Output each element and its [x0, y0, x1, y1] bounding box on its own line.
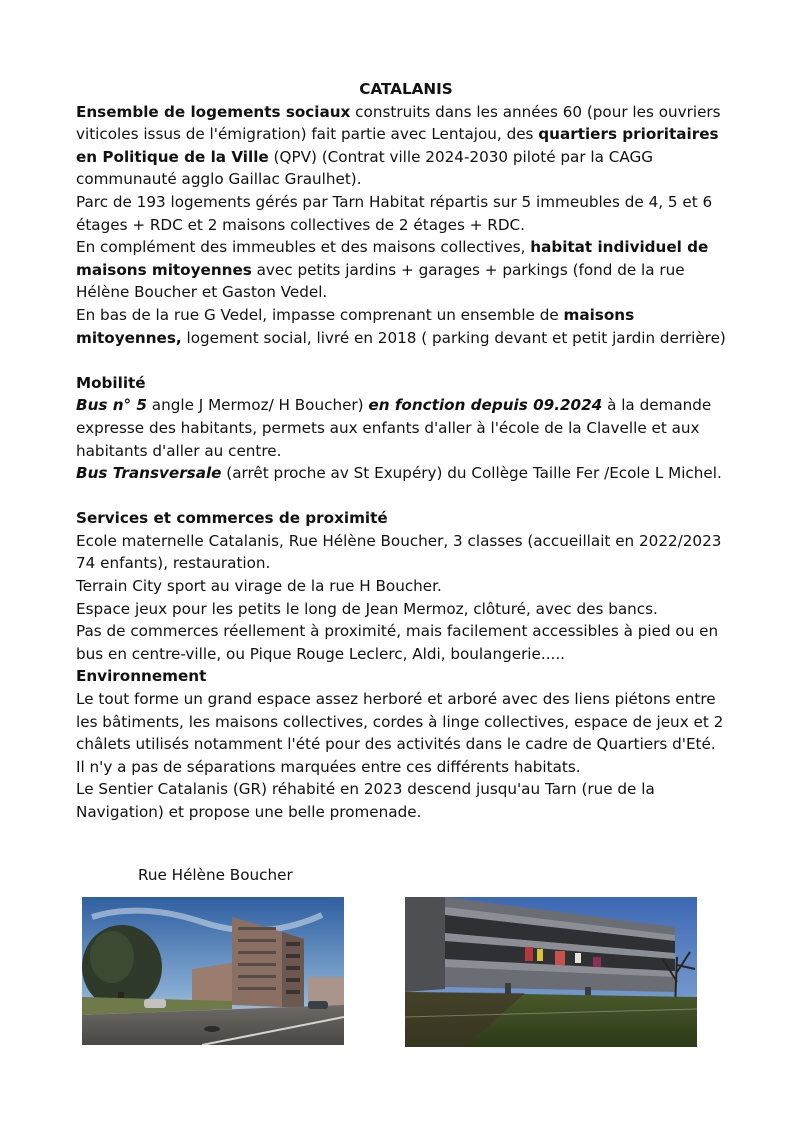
- environnement-line: Le Sentier Catalanis (GR) réhabité en 2023 descend jusqu'au Tarn (rue de la Navigation) et propose une belle promenade.: [76, 780, 655, 821]
- text-run: Bus Transversale: [76, 464, 222, 483]
- environnement-heading-text: Environnement: [76, 667, 207, 686]
- text-run: habitat individuel de maisons mitoyennes: [76, 238, 709, 279]
- photo-caption: Rue Hélène Boucher: [138, 866, 293, 884]
- intro-paragraph-4: [76, 304, 736, 349]
- intro-paragraph-3: [76, 236, 736, 304]
- text-run: construits dans les années 60 (pour les ouvriers viticoles issus de l'émigration) fait partie avec Lentajou, des: [76, 102, 721, 144]
- text-run: à la demande expresse des habitants, permets aux enfants d'aller à l'école de la Clavelle et aux habitants d'aller au centre.: [76, 396, 712, 460]
- text-run: en fonction depuis 09.2024: [368, 396, 603, 415]
- text-run: maisons mitoyennes,: [76, 305, 635, 347]
- text-run: logement social, livré en 2018 ( parking devant et petit jardin derrière): [181, 328, 726, 347]
- document-body: [76, 78, 736, 824]
- services-line: Pas de commerces réellement à proximité, mais facilement accessibles à pied ou en bus en centre-ville, ou Pique Rouge Leclerc, Aldi, boulangerie.....: [76, 622, 719, 663]
- intro-paragraph-1: [76, 101, 736, 191]
- mobilite-paragraph-2: [76, 462, 736, 485]
- services-heading-text: Services et commerces de proximité: [76, 509, 388, 528]
- photo-rue-helene-boucher: [82, 897, 344, 1045]
- text-run: Bus n° 5: [76, 396, 147, 415]
- mobilite-paragraph-1: [76, 394, 736, 462]
- intro-paragraph-2: Parc de 193 logements gérés par Tarn Habitat répartis sur 5 immeubles de 4, 5 et 6 étages + RDC et 2 maisons collectives de 2 étages + RDC.: [76, 192, 713, 234]
- photo-immeuble-balcons: [405, 897, 697, 1047]
- services-line: Ecole maternelle Catalanis, Rue Hélène Boucher, 3 classes (accueillait en 2022/2023 74 enfants), restauration.: [76, 531, 722, 573]
- mobilite-heading: [76, 372, 736, 395]
- environnement-line: Il n'y a pas de séparations marquées entre ces différents habitats.: [76, 757, 581, 776]
- text-run: Ensemble de logements sociaux: [76, 102, 351, 121]
- services-heading: [76, 507, 736, 530]
- text-run: En bas de la rue G Vedel, impasse comprenant un ensemble de: [76, 305, 564, 324]
- environnement-heading: [76, 665, 736, 688]
- text-run: (arrêt proche av St Exupéry) du Collège Taille Fer /Ecole L Michel.: [221, 464, 722, 483]
- page-title: CATALANIS: [359, 80, 453, 98]
- services-line: Terrain City sport au virage de la rue H Boucher.: [76, 577, 442, 596]
- text-run: avec petits jardins + garages + parkings (fond de la rue Hélène Boucher et Gaston Vedel.: [76, 260, 685, 302]
- text-run: (QPV) (Contrat ville 2024-2030 piloté par la CAGG communauté agglo Gaillac Graulhet).: [76, 147, 654, 189]
- mobilite-heading-text: Mobilité: [76, 373, 146, 392]
- services-line: Espace jeux pour les petits le long de Jean Mermoz, clôturé, avec des bancs.: [76, 599, 658, 618]
- spacer: [76, 349, 736, 372]
- text-run: angle J Mermoz/ H Boucher): [146, 396, 369, 415]
- text-run: En complément des immeubles et des maisons collectives,: [76, 238, 531, 257]
- spacer: [76, 485, 736, 508]
- environnement-line: Le tout forme un grand espace assez herboré et arboré avec des liens piétons entre les bâtiments, les maisons collectives, cordes à linge collectives, espace de jeux et 2 châlets utilisés notamment l'été pour des activités dans le cadre de Quartiers d'Eté.: [76, 690, 724, 754]
- text-run: quartiers prioritaires en Politique de la Ville: [76, 125, 719, 166]
